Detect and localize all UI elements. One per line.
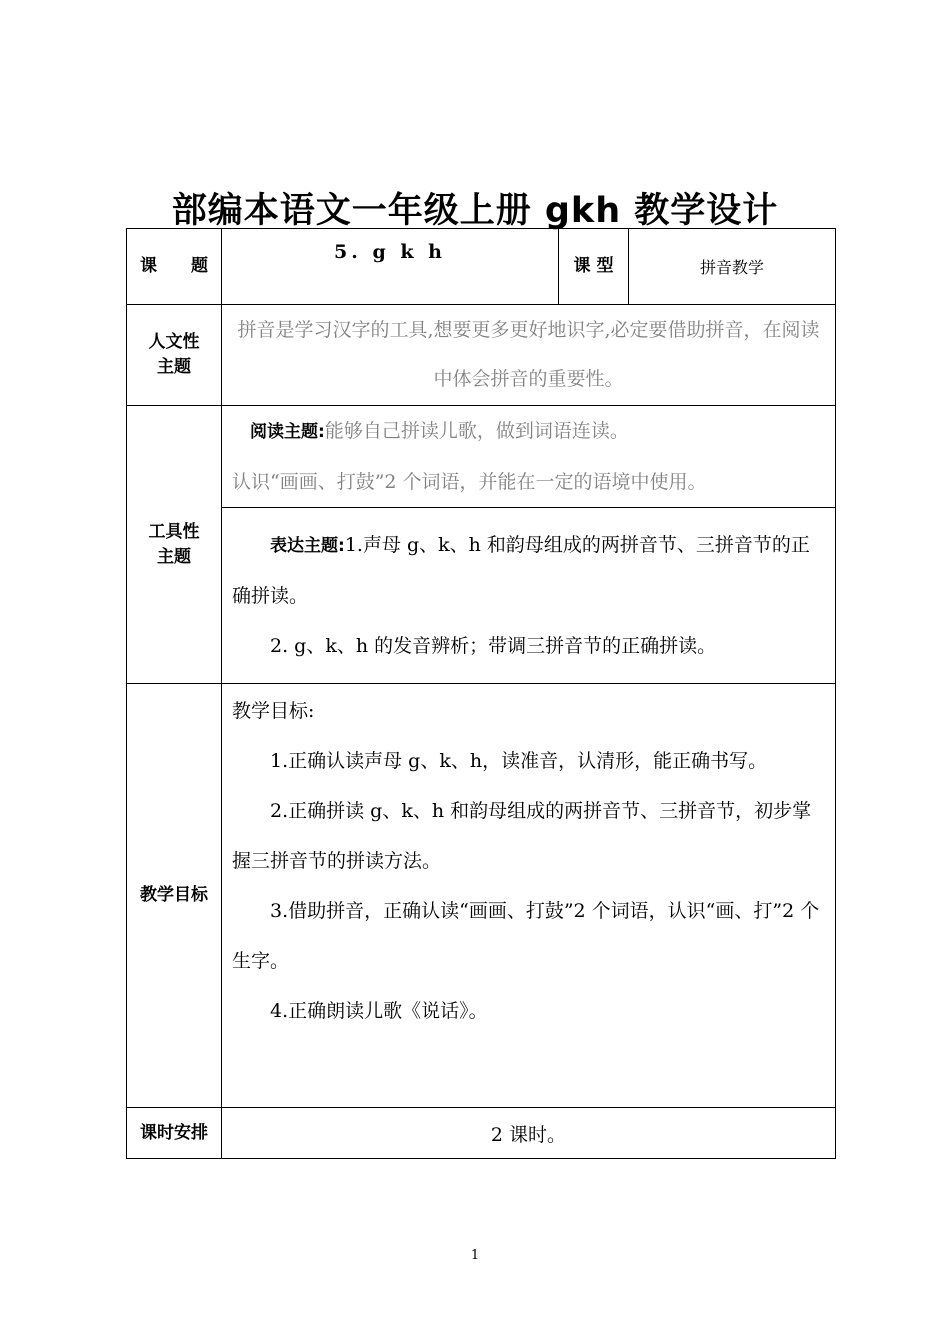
lesson-plan-table <box>126 228 836 1159</box>
goal-item-2: 2.正确拼读 g、k、h 和韵母组成的两拼音节、三拼音节，初步掌握三拼音节的拼读方法。 <box>232 800 812 872</box>
subject-row <box>127 229 836 305</box>
goals-heading: 教学目标: <box>232 700 315 722</box>
subject-value: 5. g k h <box>222 229 559 305</box>
tool-label-line1: 工具性 <box>148 521 200 542</box>
humanistic-label-line1: 人文性 <box>148 332 200 352</box>
lesson-type-value: 拼音教学 <box>629 229 836 305</box>
reading-theme-text2: 认识“画画、打鼓”2 个词语，并能在一定的语境中使用。 <box>232 471 707 493</box>
expression-theme-line1 <box>232 520 825 621</box>
humanistic-label-line2: 主题 <box>157 357 191 377</box>
humanistic-label <box>127 305 222 406</box>
tool-label <box>127 406 222 684</box>
tool-label-line2: 主题 <box>157 546 191 567</box>
expression-theme-label: 表达主题: <box>270 536 345 556</box>
subject-label: 课 题 <box>127 229 222 305</box>
schedule-label: 课时安排 <box>127 1108 222 1159</box>
tool-row-reading <box>127 406 836 508</box>
reading-theme-cell <box>222 406 836 508</box>
reading-theme-line <box>232 406 825 457</box>
expression-theme-text1: 1.声母 g、k、h 和韵母组成的两拼音节、三拼音节的正确拼读。 <box>232 534 810 607</box>
reading-theme-text: 能够自己拼读儿歌，做到词语连读。 <box>324 420 629 442</box>
tool-row-expression <box>127 508 836 684</box>
reading-theme-label: 阅读主题: <box>250 422 325 442</box>
goals-row <box>127 684 836 1108</box>
goals-cell <box>222 684 836 1108</box>
schedule-value: 2 课时。 <box>222 1108 836 1159</box>
humanistic-row <box>127 305 836 406</box>
goal-item-1: 1.正确认读声母 g、k、h，读准音，认清形，能正确书写。 <box>270 750 768 772</box>
goals-label: 教学目标 <box>127 684 222 1108</box>
goal-item-4: 4.正确朗读儿歌《说话》。 <box>270 1000 488 1022</box>
lesson-type-label: 课 型 <box>559 229 629 305</box>
goal-item-3: 3.借助拼音，正确认读“画画、打鼓”2 个词语，认识“画、打”2 个生字。 <box>232 900 820 972</box>
schedule-row <box>127 1108 836 1159</box>
expression-theme-text2: 2. g、k、h 的发音辨析；带调三拼音节的正确拼读。 <box>270 635 717 657</box>
page-number: 1 <box>470 1248 480 1263</box>
expression-theme-cell <box>222 508 836 684</box>
humanistic-text: 拼音是学习汉字的工具,想要更多更好地识字,必定要借助拼音，在阅读中体会拼音的重要性。 <box>222 305 836 406</box>
document-title: 部编本语文一年级上册 gkh 教学设计 <box>171 191 779 231</box>
